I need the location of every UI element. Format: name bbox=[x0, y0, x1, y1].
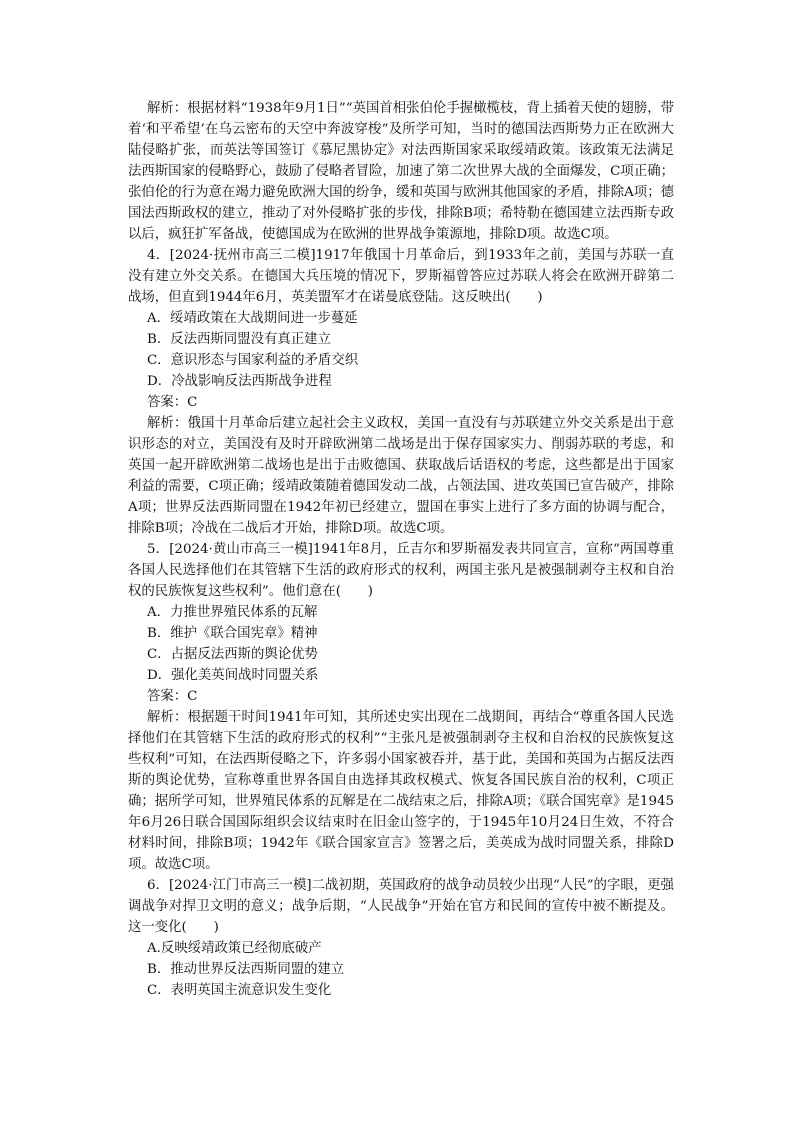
paragraph: 解析：俄国十月革命后建立起社会主义政权，美国一直没有与苏联建立外交关系是出于意识形态的对立，美国没有及时开辟欧洲第二战场是出于保存国家实力、削弱苏联的考虑，和英国一起开辟欧洲第二战场也是出于击败德国、获取战后话语权的考虑，这些都是出于国家利益的需要，C项正确；绥靖政策随着德国发动二战，占领法国、进攻英国已宣告破产，排除A项；世界反法西斯同盟在1942年初已经建立，盟国在事实上进行了多方面的协调与配合，排除B项；冷战在二战后才开始，排除D项。故选C项。 bbox=[128, 416, 674, 536]
answer-option: B．推动世界反法西斯同盟的建立 bbox=[147, 962, 345, 977]
answer-line: 答案：C bbox=[147, 689, 198, 704]
paragraph: 解析：根据材料“1938年9月1日”“英国首相张伯伦手握橄榄枝，背上插着天使的翅膀，带着‘和平希望’在乌云密布的天空中奔波穿梭”及所学可知，当时的德国法西斯势力正在欧洲大陆侵略扩张，而英法等国签订《慕尼黑协定》对法西斯国家采取绥靖政策。该政策无法满足法西斯国家的侵略野心，鼓励了侵略者冒险，加速了第二次世界大战的全面爆发，C项正确；张伯伦的行为意在竭力避免欧洲大国的纷争，缓和英国与欧洲其他国家的矛盾，排除A项；德国法西斯政权的建立，推动了对外侵略扩张的步伐，排除B项；希特勒在德国建立法西斯专政以后，疯狂扩军备战，使德国成为在欧洲的世界战争策源地，排除D项。故选C项。 bbox=[128, 101, 674, 242]
document-page bbox=[128, 98, 674, 1001]
answer-option: A.反映绥靖政策已经彻底破产 bbox=[147, 941, 322, 956]
answer-option: C．意识形态与国家利益的矛盾交织 bbox=[147, 353, 359, 368]
paragraph: 5．[2024·黄山市高三一模]1941年8月，丘吉尔和罗斯福发表共同宣言，宣称“两国尊重各国人民选择他们在其管辖下生活的政府形式的权利，两国主张凡是被强制剥夺主权和自治权的民族恢复这些权利”。他们意在( ) bbox=[128, 542, 674, 599]
answer-option: C．表明英国主流意识发生变化 bbox=[147, 983, 332, 998]
answer-option: A．力推世界殖民体系的瓦解 bbox=[147, 605, 318, 620]
paragraph: 4．[2024·抚州市高三二模]1917年俄国十月革命后，到1933年之前，美国与苏联一直没有建立外交关系。在德国大兵压境的情况下，罗斯福曾答应过苏联人将会在欧洲开辟第二战场，但直到1944年6月，英美盟军才在诺曼底登陆。这反映出( ) bbox=[128, 248, 674, 305]
answer-option: D．强化美英间战时同盟关系 bbox=[147, 668, 319, 683]
answer-option: A．绥靖政策在大战期间进一步蔓延 bbox=[147, 311, 358, 326]
answer-option: B．维护《联合国宪章》精神 bbox=[147, 626, 318, 641]
answer-option: B．反法西斯同盟没有真正建立 bbox=[147, 332, 331, 347]
answer-option: C．占据反法西斯的舆论优势 bbox=[147, 647, 318, 662]
paragraph: 6．[2024·江门市高三一模]二战初期，英国政府的战争动员较少出现“人民”的字眼，更强调战争对捍卫文明的意义；战争后期，“人民战争”开始在官方和民间的宣传中被不断提及。这一变化( ) bbox=[128, 878, 674, 935]
answer-option: D．冷战影响反法西斯战争进程 bbox=[147, 374, 332, 389]
paragraph: 解析：根据题干时间1941年可知，其所述史实出现在二战期间，再结合“尊重各国人民选择他们在其管辖下生活的政府形式的权利”“主张凡是被强制剥夺主权和自治权的民族恢复这些权利”可知，在法西斯侵略之下，许多弱小国家被吞并，基于此，美国和英国为占据反法西斯的舆论优势，宣称尊重世界各国自由选择其政权模式、恢复各国民族自治的权利，C项正确；据所学可知，世界殖民体系的瓦解是在二战结束之后，排除A项；《联合国宪章》是1945年6月26日联合国国际组织会议结束时在旧金山签字的，于1945年10月24日生效，不符合材料时间，排除B项；1942年《联合国家宣言》签署之后，美英成为战时同盟关系，排除D项。故选C项。 bbox=[128, 710, 674, 872]
answer-line: 答案：C bbox=[147, 395, 198, 410]
